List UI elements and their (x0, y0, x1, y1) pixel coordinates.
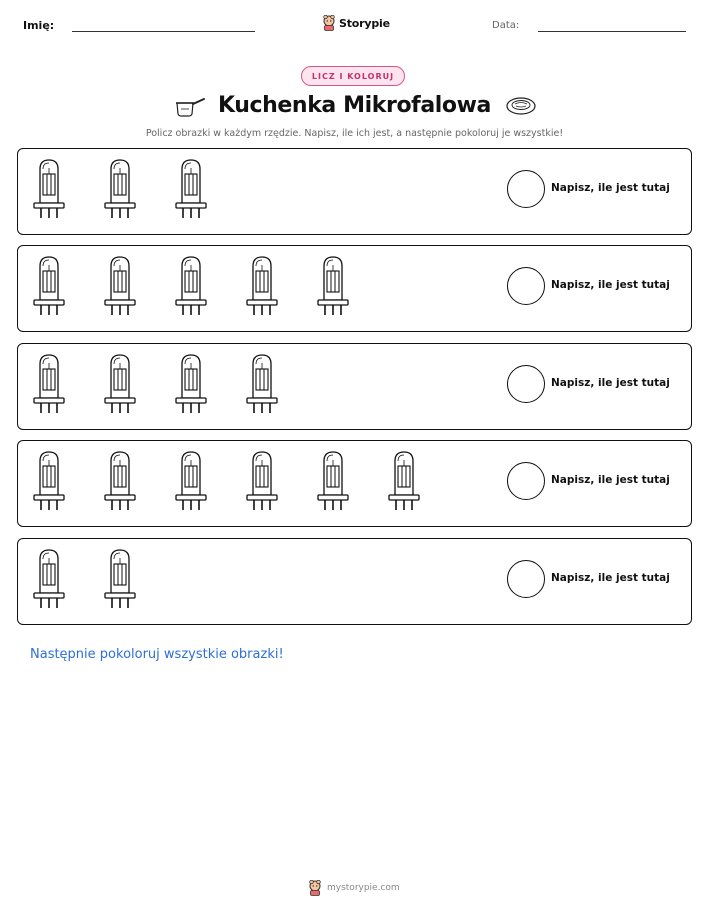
answer-label: Napisz, ile jest tutaj (551, 377, 670, 389)
footer (308, 879, 400, 897)
light-bulb-icon[interactable] (243, 352, 281, 418)
light-bulb-icon[interactable] (101, 449, 139, 515)
light-bulb-icon[interactable] (385, 449, 423, 515)
row-items (30, 254, 352, 324)
count-row (17, 343, 692, 430)
row-items (30, 157, 210, 227)
name-input-line[interactable] (72, 31, 255, 32)
light-bulb-icon[interactable] (314, 254, 352, 320)
light-bulb-icon[interactable] (101, 254, 139, 320)
storypie-mascot-icon (308, 880, 322, 896)
plate-icon (505, 95, 537, 117)
light-bulb-icon[interactable] (30, 157, 68, 223)
answer-circle[interactable] (507, 267, 545, 305)
light-bulb-icon[interactable] (172, 352, 210, 418)
answer-label: Napisz, ile jest tutaj (551, 474, 670, 486)
light-bulb-icon[interactable] (101, 547, 139, 613)
light-bulb-icon[interactable] (172, 254, 210, 320)
brand-logo (322, 13, 390, 33)
count-row (17, 148, 692, 235)
row-items (30, 449, 423, 519)
instructions: Policz obrazki w każdym rzędzie. Napisz, ile ich jest, a następnie pokoloruj je wszystkie! (145, 128, 564, 139)
activity-badge: LICZ I KOLORUJ (301, 66, 405, 86)
answer-circle[interactable] (507, 170, 545, 208)
light-bulb-icon[interactable] (30, 547, 68, 613)
answer-circle[interactable] (507, 365, 545, 403)
brand-name: Storypie (339, 16, 390, 30)
answer-circle[interactable] (507, 462, 545, 500)
light-bulb-icon[interactable] (314, 449, 352, 515)
row-items (30, 352, 281, 422)
answer-circle[interactable] (507, 560, 545, 598)
light-bulb-icon[interactable] (30, 449, 68, 515)
light-bulb-icon[interactable] (30, 352, 68, 418)
light-bulb-icon[interactable] (30, 254, 68, 320)
answer-label: Napisz, ile jest tutaj (551, 182, 670, 194)
storypie-mascot-icon (322, 15, 336, 31)
count-row (17, 245, 692, 332)
light-bulb-icon[interactable] (243, 254, 281, 320)
page-title: Kuchenka Mikrofalowa (217, 93, 492, 118)
date-label: Data: (492, 20, 520, 31)
footer-instruction: Następnie pokoloruj wszystkie obrazki! (30, 647, 284, 662)
date-input-line[interactable] (538, 31, 686, 32)
answer-label: Napisz, ile jest tutaj (551, 572, 670, 584)
light-bulb-icon[interactable] (172, 449, 210, 515)
answer-label: Napisz, ile jest tutaj (551, 279, 670, 291)
light-bulb-icon[interactable] (101, 352, 139, 418)
light-bulb-icon[interactable] (172, 157, 210, 223)
name-label: Imię: (23, 19, 55, 32)
light-bulb-icon[interactable] (101, 157, 139, 223)
count-row (17, 440, 692, 527)
row-items (30, 547, 139, 617)
count-row (17, 538, 692, 625)
footer-url: mystorypie.com (327, 883, 400, 893)
light-bulb-icon[interactable] (243, 449, 281, 515)
